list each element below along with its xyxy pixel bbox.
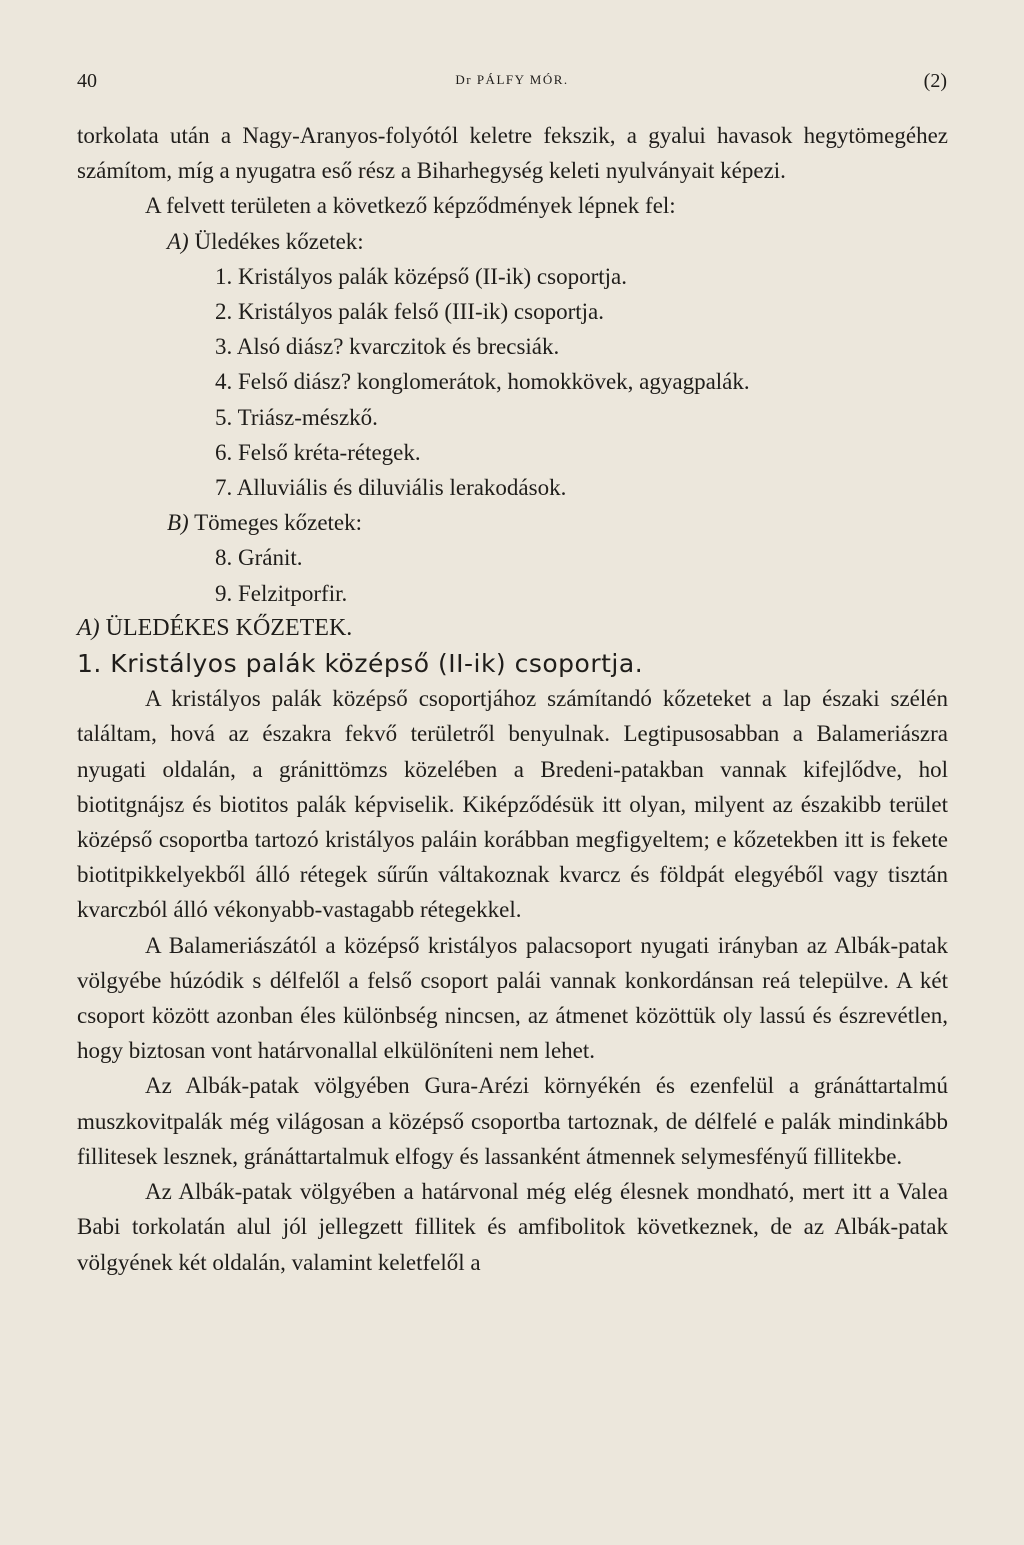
list-item: 3. Alsó diász? kvarczitok és brecsiák. <box>215 334 560 360</box>
section-title-text: ÜLEDÉKES KŐZETEK. <box>105 614 353 641</box>
list-item: 2. Kristályos palák felső (III-ik) csoportja. <box>215 299 604 325</box>
running-head-author: Dr PÁLFY MÓR. <box>455 72 569 87</box>
list-item: 9. Felzitporfir. <box>215 580 348 606</box>
list-item: 1. Kristályos palák középső (II-ik) csoportja. <box>215 263 627 289</box>
list-item: 4. Felső diász? konglomerátok, homokkövek, agyagpalák. <box>215 369 750 395</box>
list-item: 6. Felső kréta-rétegek. <box>215 439 421 465</box>
body-paragraph: A Balameriászától a középső kristályos palacsoport nyugati irányban az Albák-patak völgyébe húzódik s délfelől a felső csoport palái vannak konkordánsan reá települve. A két csoport között azonban éles különbség nincsen, az átmenet közöttük oly lassú és észrevétlen, hogy biztosan vont határvonallal elkülöníteni nem lehet. <box>77 932 948 1064</box>
list-item: 5. Triász-mészkő. <box>215 404 378 430</box>
group-a-label: Üledékes kőzetek: <box>194 228 364 254</box>
section-letter: A) <box>77 614 100 641</box>
group-a-letter: A) <box>167 228 189 254</box>
body-paragraph: A kristályos palák középső csoportjához számítandó kőzeteket a lap északi szélén találtam, hová az északra fekvő területről benyulnak. Legtipusosabban a Balameriászra nyugati oldalán, a gránittömzs közelében a Bredeni-patakban vannak kifejlődve, hol biotitgnájsz és biotitos palák képviselik. Kiképződésük itt olyan, milyent az északibb terület középső csoportba tartozó kristályos paláin korábban megfigyeltem; e kőzetekben itt is fekete biotitpikkelyekből álló rétegek sűrűn váltakoznak kvarcz és földpát elegyéből vagy tisztán kvarczból álló vékonyabb-vastagabb rétegekkel. <box>77 686 948 923</box>
group-b-letter: B) <box>167 510 189 536</box>
section-title <box>77 611 948 646</box>
group-b-heading <box>77 505 948 540</box>
group-a-heading <box>77 224 948 259</box>
section-number: (2) <box>923 70 947 92</box>
intro-paragraph: A felvett területen a következő képződmények lépnek fel: <box>145 193 676 219</box>
running-head <box>77 70 947 100</box>
group-b-label: Tömeges kőzetek: <box>194 510 363 536</box>
list-item: 8. Gránit. <box>215 545 303 571</box>
body-paragraph: Az Albák-patak völgyében a határvonal még elég élesnek mondható, mert itt a Valea Babi torkolatán alul jól jellegzett fillitek és amfibolitok következnek, de az Albák-patak völgyének két oldalán, valamint keletfelől a <box>77 1179 948 1275</box>
body-paragraph: Az Albák-patak völgyében Gura-Arézi környékén és ezenfelül a gránáttartalmú muszkovitpalák még világosan a középső csoportba tartoznak, de délfelé e palák mindinkább fillitesek lesznek, gránáttartalmuk elfogy és lassanként átmennek selymesfényű fillitekbe. <box>77 1073 948 1169</box>
page-number: 40 <box>77 70 97 92</box>
subsection-title: 1. Kristályos palák középső (II-ik) csoportja. <box>77 649 644 679</box>
page-body <box>77 118 948 1280</box>
list-item: 7. Alluviális és diluviális lerakodások. <box>215 475 567 501</box>
intro-paragraph-continued: torkolata után a Nagy-Aranyos-folyótól keletre fekszik, a gyalui havasok hegytömegéhez számítom, míg a nyugatra eső rész a Biharhegység keleti nyulványait képezi. <box>77 123 948 184</box>
